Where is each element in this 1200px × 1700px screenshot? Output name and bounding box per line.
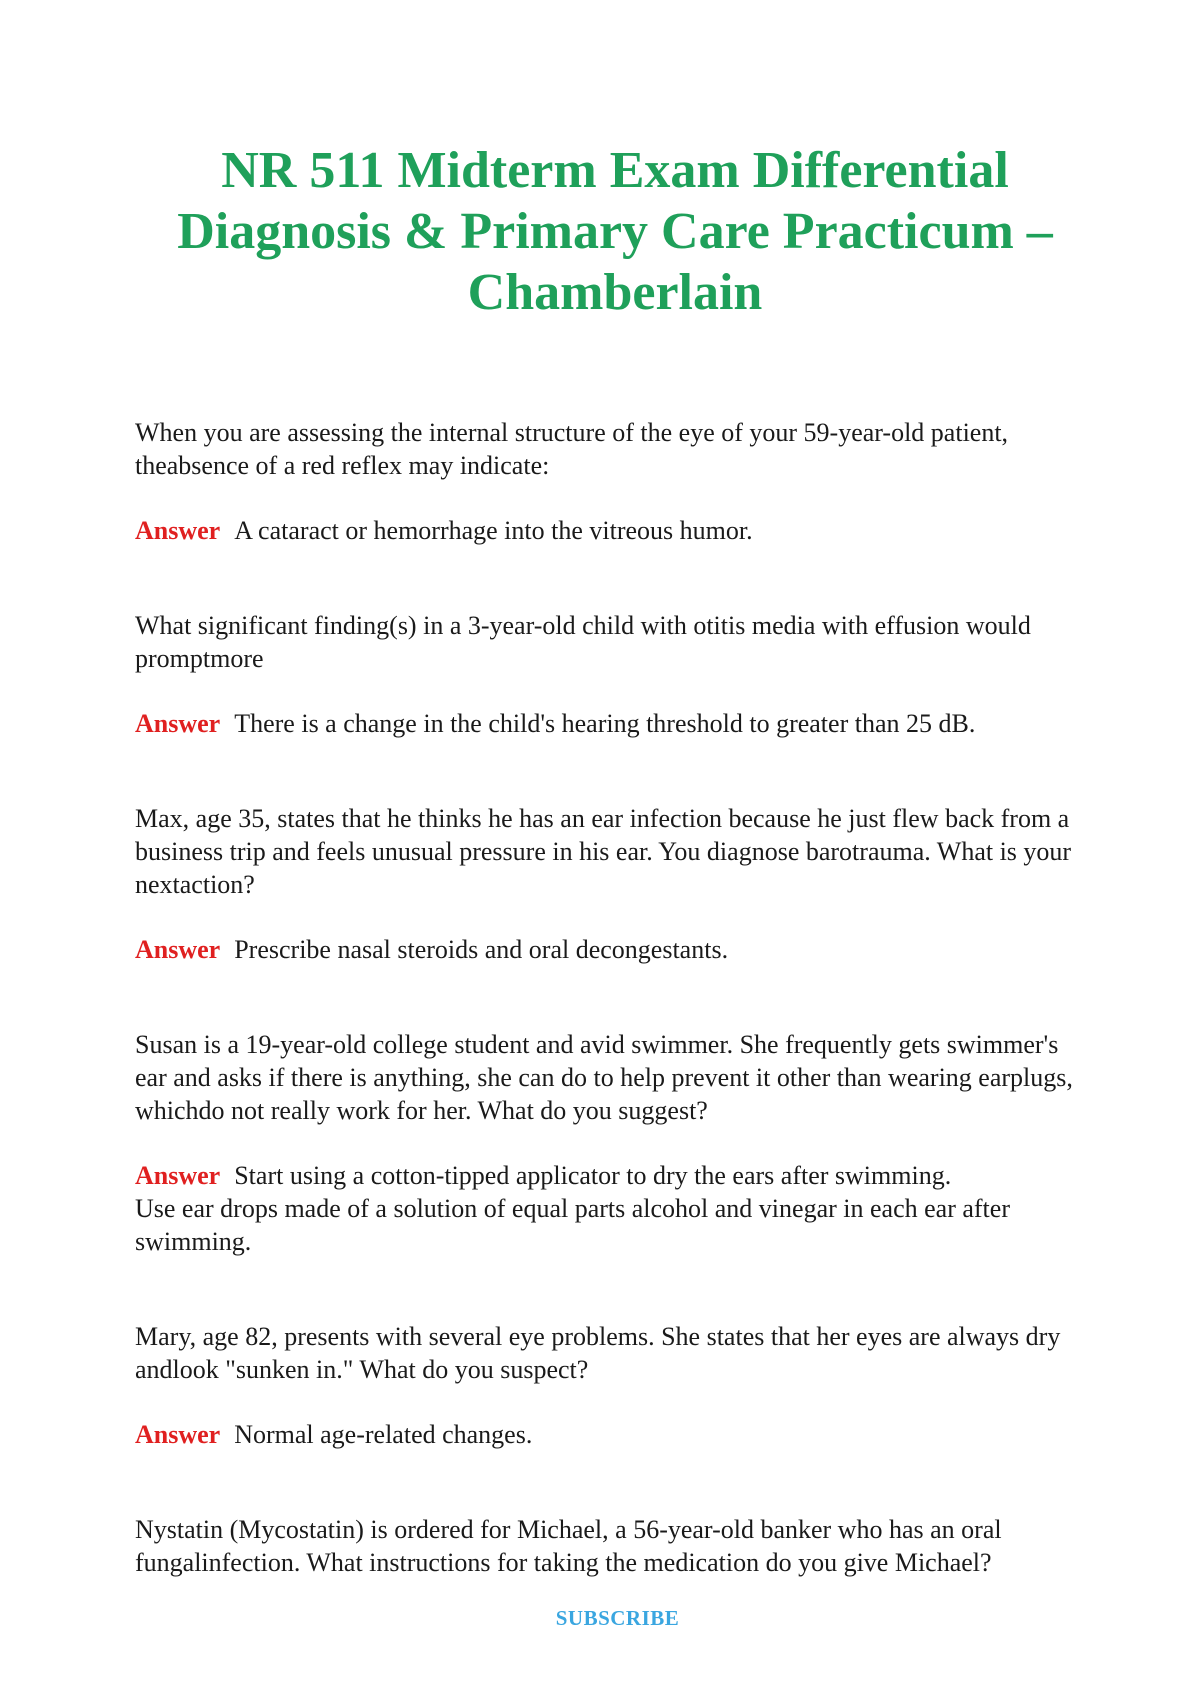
qa-item (135, 1513, 1095, 1579)
answer-text: Normal age-related changes. (234, 1420, 533, 1449)
qa-list (135, 416, 1095, 1579)
answer-row (135, 707, 1095, 740)
qa-item (135, 1320, 1095, 1451)
subscribe-link[interactable]: SUBSCRIBE (555, 1606, 680, 1630)
answer-text: There is a change in the child's hearing threshold to greater than 25 dB. (234, 709, 976, 738)
answer-text: Prescribe nasal steroids and oral decongestants. (234, 935, 729, 964)
answer-label: Answer (135, 516, 221, 545)
answer-text-continued: Use ear drops made of a solution of equal parts alcohol and vinegar in each ear after swimming. (135, 1194, 1010, 1256)
question-text: Susan is a 19-year-old college student and avid swimmer. She frequently gets swimmer's ear and asks if there is anything, she can do to help prevent it other than wearing earplugs, whichdo not really work for her. What do you suggest? (135, 1030, 1073, 1125)
question-text: Mary, age 82, presents with several eye problems. She states that her eyes are always dry andlook "sunken in." What do you suspect? (135, 1322, 1061, 1384)
answer-row (135, 1159, 1095, 1258)
answer-label: Answer (135, 935, 221, 964)
answer-row (135, 514, 1095, 547)
answer-label: Answer (135, 1420, 221, 1449)
document-title: NR 511 Midterm Exam Differential Diagnosis & Primary Care Practicum – Chamberlain (177, 142, 1053, 321)
qa-item (135, 1028, 1095, 1258)
answer-text: Start using a cotton-tipped applicator to dry the ears after swimming. (234, 1161, 952, 1190)
answer-text: A cataract or hemorrhage into the vitreous humor. (234, 516, 753, 545)
answer-row (135, 1418, 1095, 1451)
qa-item (135, 416, 1095, 547)
answer-label: Answer (135, 1161, 221, 1190)
answer-label: Answer (135, 709, 221, 738)
question-text: What significant finding(s) in a 3-year-old child with otitis media with effusion would promptmore (135, 611, 1031, 673)
question-text: When you are assessing the internal structure of the eye of your 59-year-old patient, theabsence of a red reflex may indicate: (135, 418, 1009, 480)
answer-row (135, 933, 1095, 966)
question-text: Max, age 35, states that he thinks he has an ear infection because he just flew back from a business trip and feels unusual pressure in his ear. You diagnose barotrauma. What is your nextaction? (135, 804, 1072, 899)
qa-item (135, 609, 1095, 740)
qa-item (135, 802, 1095, 966)
question-text: Nystatin (Mycostatin) is ordered for Michael, a 56-year-old banker who has an oral fungalinfection. What instructions for taking the medication do you give Michael? (135, 1515, 1002, 1577)
